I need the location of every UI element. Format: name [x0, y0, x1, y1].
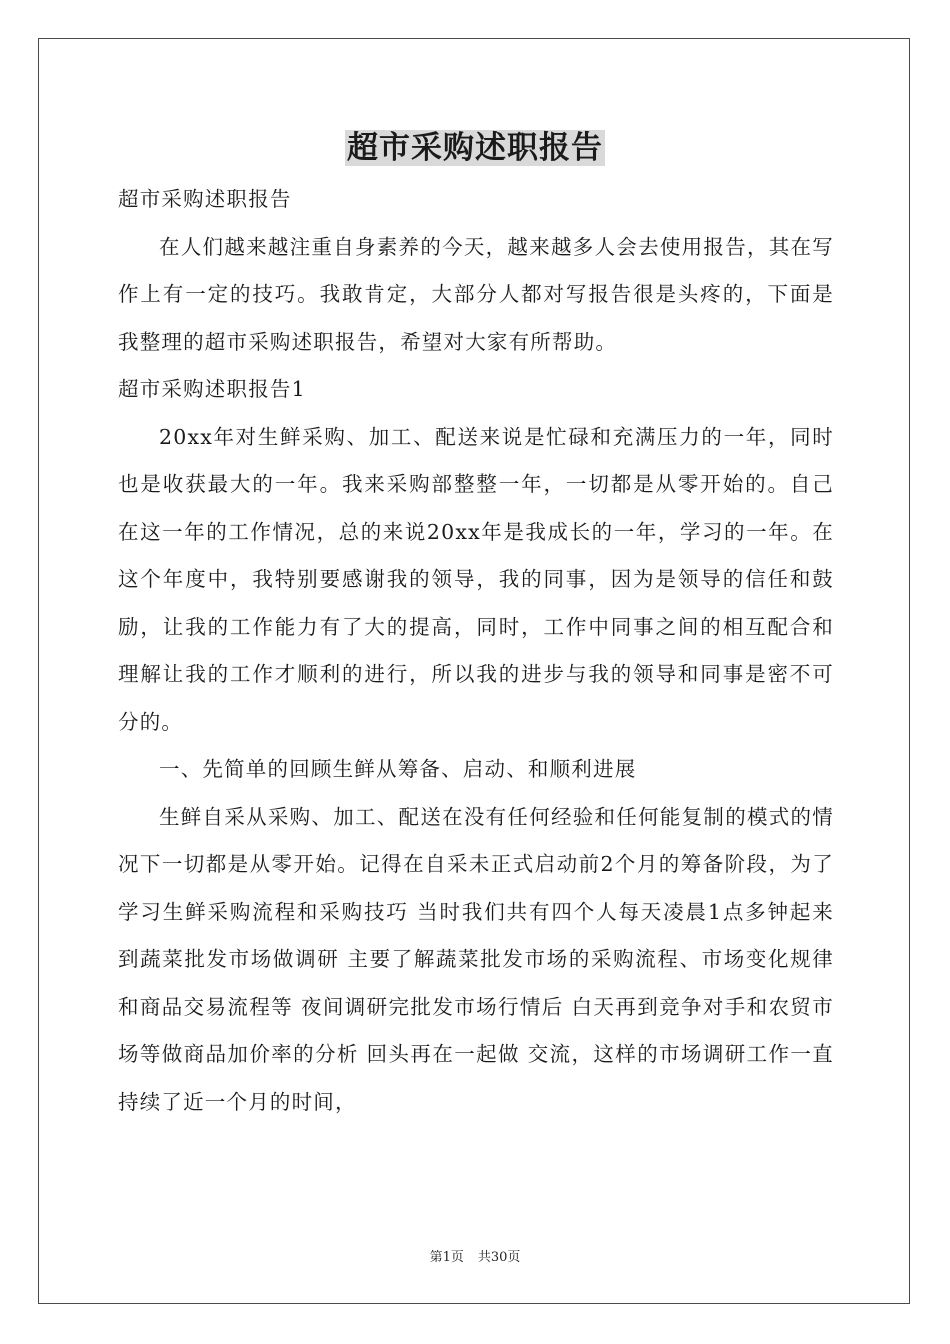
document-title-text: 超市采购述职报告 — [347, 130, 603, 166]
subtitle-paragraph: 超市采购述职报告 — [118, 187, 292, 211]
document-body — [118, 176, 834, 1126]
page-number: 第1页 — [429, 1250, 464, 1265]
section-heading: 超市采购述职报告1 — [118, 377, 306, 401]
intro-paragraph: 在人们越来越注重自身素养的今天，越来越多人会去使用报告，其在写作上有一定的技巧。我敢肯定，大部分人都对写报告很是头疼的，下面是我整理的超市采购述职报告，希望对大家有所帮助。 — [118, 234, 834, 354]
body-paragraph: 20xx年对生鲜采购、加工、配送来说是忙碌和充满压力的一年，同时也是收获最大的一年。我来采购部整整一年，一切都是从零开始的。自己在这一年的工作情况，总的来说20xx年是我成长的一年，学习的一年。在这个年度中，我特别要感谢我的领导，我的同事，因为是领导的信任和鼓励，让我的工作能力有了大的提高，同时，工作中同事之间的相互配合和理解让我的工作才顺利的进行，所以我的进步与我的领导和同事是密不可分的。 — [118, 424, 834, 734]
total-pages: 共30页 — [477, 1250, 521, 1265]
body-paragraph: 生鲜自采从采购、加工、配送在没有任何经验和任何能复制的模式的情况下一切都是从零开始。记得在自采未正式启动前2个月的筹备阶段，为了学习生鲜采购流程和采购技巧 当时我们共有四个人每天凌晨1点多钟起来 到蔬菜批发市场做调研 主要了解蔬菜批发市场的采购流程、市场变化规律和商品交易流程等 夜间调研完批发市场行情后 白天再到竞争对手和农贸市场等做商品加价率的分析 回头再在一起做 交流，这样的市场调研工作一直持续了近一个月的时间， — [118, 804, 834, 1114]
document-title — [0, 126, 950, 170]
subsection-heading: 一、先简单的回顾生鲜从筹备、启动、和顺利进展 — [159, 757, 637, 781]
page-footer — [0, 1246, 950, 1265]
